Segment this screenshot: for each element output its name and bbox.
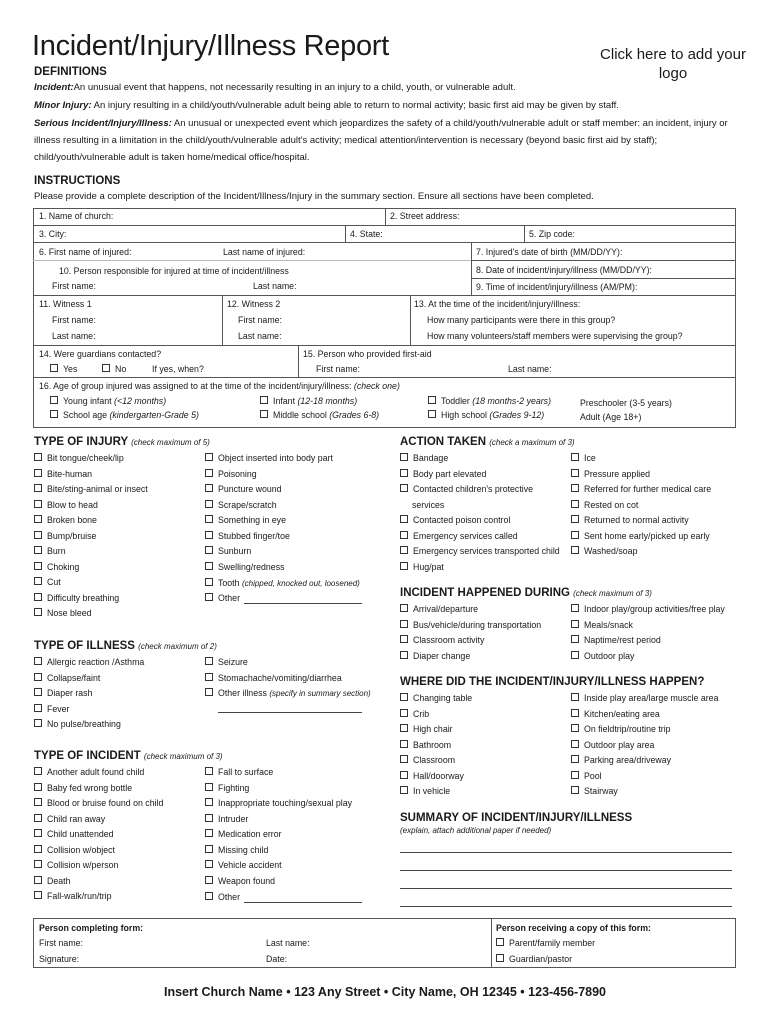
age-school[interactable]: School age (kindergarten-Grade 5) xyxy=(50,410,199,420)
summary-heading: SUMMARY OF INCIDENT/INJURY/ILLNESS xyxy=(400,812,633,824)
responsible-first[interactable]: First name: xyxy=(52,281,96,291)
incident-item[interactable]: Fighting xyxy=(205,783,249,793)
action-item[interactable]: Contacted children's protective xyxy=(400,484,533,494)
checkbox-icon xyxy=(34,657,42,665)
checkbox-icon xyxy=(400,740,408,748)
checkbox-icon xyxy=(400,786,408,794)
checkbox-icon xyxy=(571,484,579,492)
q13b-field[interactable]: How many volunteers/staff members were supervising the group? xyxy=(427,331,683,341)
instructions-heading: INSTRUCTIONS xyxy=(34,175,121,187)
checkbox-icon xyxy=(34,546,42,554)
witness2-label: 12. Witness 2 xyxy=(227,299,281,309)
checkbox-icon xyxy=(34,484,42,492)
incident-item[interactable]: Vehicle accident xyxy=(205,860,282,870)
checkbox-icon xyxy=(400,755,408,763)
during-item[interactable]: Classroom activity xyxy=(400,635,484,645)
definitions-heading: DEFINITIONS xyxy=(34,66,107,78)
injury-item[interactable]: Bite/sting-animal or insect xyxy=(34,484,148,494)
checkbox-icon xyxy=(205,593,213,601)
checkbox-icon xyxy=(34,469,42,477)
during-item[interactable]: Diaper change xyxy=(400,651,470,661)
checkbox-icon xyxy=(205,578,213,586)
checkbox-icon xyxy=(205,657,213,665)
during-heading: INCIDENT HAPPENED DURING (check maximum of 3) xyxy=(400,587,652,599)
completing-last[interactable]: Last name: xyxy=(266,938,310,948)
where-heading: WHERE DID THE INCIDENT/INJURY/ILLNESS HAPPEN? xyxy=(400,676,705,688)
age-middle[interactable]: Middle school (Grades 6-8) xyxy=(260,410,379,420)
where-item[interactable]: Inside play area/large muscle area xyxy=(571,693,718,703)
checkbox-icon xyxy=(34,767,42,775)
checkbox-icon xyxy=(34,829,42,837)
illness-item[interactable]: Collapse/faint xyxy=(34,673,100,683)
checkbox-icon xyxy=(571,786,579,794)
checkbox-icon xyxy=(34,876,42,884)
incident-other[interactable]: Other xyxy=(205,892,240,902)
action-item[interactable]: Rested on cot xyxy=(571,500,638,510)
checkbox-icon xyxy=(34,719,42,727)
illness-heading: TYPE OF ILLNESS (check maximum of 2) xyxy=(34,640,217,652)
checkbox-icon xyxy=(205,546,213,554)
checkbox-icon xyxy=(205,845,213,853)
q16-label: 16. Age of group injured was assigned to at the time of the incident/injury/illness: (check one) xyxy=(39,381,400,391)
action-item[interactable]: Contacted poison control xyxy=(400,515,510,525)
summary-line[interactable] xyxy=(400,888,732,889)
completing-signature[interactable]: Signature: xyxy=(39,954,80,964)
checkbox-icon xyxy=(428,396,436,404)
checkbox-icon xyxy=(400,546,408,554)
checkbox-icon xyxy=(205,783,213,791)
during-item[interactable]: Meals/snack xyxy=(571,620,633,630)
checkbox-icon xyxy=(571,500,579,508)
checkbox-icon xyxy=(400,469,408,477)
summary-line[interactable] xyxy=(400,870,732,871)
summary-line[interactable] xyxy=(400,852,732,853)
checkbox-icon xyxy=(34,608,42,616)
checkbox-icon xyxy=(571,724,579,732)
street-field[interactable]: 2. Street address: xyxy=(390,211,460,221)
action-item[interactable]: Pressure applied xyxy=(571,469,650,479)
receiving-guardian[interactable]: Guardian/pastor xyxy=(496,954,572,964)
checkbox-icon xyxy=(205,876,213,884)
checkbox-icon xyxy=(496,954,504,962)
checkbox-icon xyxy=(571,469,579,477)
checkbox-icon xyxy=(400,771,408,779)
checkbox-icon xyxy=(205,500,213,508)
checkbox-icon xyxy=(571,620,579,628)
checkbox-icon xyxy=(205,892,213,900)
checkbox-icon xyxy=(400,531,408,539)
checkbox-icon xyxy=(102,364,110,372)
where-item[interactable]: Changing table xyxy=(400,693,472,703)
checkbox-icon xyxy=(34,783,42,791)
checkbox-icon xyxy=(34,798,42,806)
checkbox-icon xyxy=(571,771,579,779)
incident-item[interactable]: Blood or bruise found on child xyxy=(34,798,163,808)
checkbox-icon xyxy=(205,484,213,492)
checkbox-icon xyxy=(400,562,408,570)
action-item[interactable]: Hug/pat xyxy=(400,562,444,572)
injury-item[interactable]: Burn xyxy=(34,546,66,556)
checkbox-icon xyxy=(400,651,408,659)
injury-other[interactable]: Other xyxy=(205,593,240,603)
completing-heading: Person completing form: xyxy=(39,923,144,933)
checkbox-icon xyxy=(571,546,579,554)
witness1-label: 11. Witness 1 xyxy=(39,299,92,309)
injury-item[interactable]: Broken bone xyxy=(34,515,97,525)
action-item[interactable]: Bandage xyxy=(400,453,448,463)
injury-item[interactable]: Difficulty breathing xyxy=(34,593,119,603)
where-item[interactable]: Classroom xyxy=(400,755,455,765)
checkbox-icon xyxy=(496,938,504,946)
during-item[interactable]: Arrival/departure xyxy=(400,604,478,614)
where-item[interactable]: Parking area/driveway xyxy=(571,755,671,765)
checkbox-icon xyxy=(34,704,42,712)
incident-item[interactable]: Collision w/object xyxy=(34,845,115,855)
city-field[interactable]: 3. City: xyxy=(39,229,67,239)
illness-item[interactable]: No pulse/breathing xyxy=(34,719,121,729)
guardian-when[interactable]: If yes, when? xyxy=(152,364,204,374)
age-toddler[interactable]: Toddler (18 months-2 years) xyxy=(428,396,551,406)
where-item[interactable]: Kitchen/eating area xyxy=(571,709,660,719)
incident-item[interactable]: Baby fed wrong bottle xyxy=(34,783,132,793)
def-serious: Serious Incident/Injury/Illness: An unusual or unexpected event which jeopardizes the safety of a child/youth/vulnerable adult or staff member: an incident, injury or illness resulting in a limitation in the child/youth/vulnerable adult's activity; medical attention/intervention is necessary (beyond basic first aid by staff); child/youth/vulnerable adult is taken home/medical office/hospital. xyxy=(34,118,728,163)
checkbox-icon xyxy=(34,593,42,601)
checkbox-icon xyxy=(260,396,268,404)
first-injured-field[interactable]: 6. First name of injured: xyxy=(39,247,132,257)
checkbox-icon xyxy=(205,531,213,539)
witness2-first[interactable]: First name: xyxy=(238,315,282,325)
where-item[interactable]: Bathroom xyxy=(400,740,451,750)
q15-label: 15. Person who provided first-aid xyxy=(303,349,432,359)
action-item[interactable]: Referred for further medical care xyxy=(571,484,711,494)
injury-item[interactable]: Blow to head xyxy=(34,500,98,510)
action-item[interactable]: Emergency services called xyxy=(400,531,518,541)
info-form xyxy=(33,208,736,428)
church-field[interactable]: 1. Name of church: xyxy=(39,211,114,221)
incident-item[interactable]: Fall-walk/run/trip xyxy=(34,891,112,901)
incident-item[interactable]: Fall to surface xyxy=(205,767,273,777)
injury-item[interactable]: Puncture wound xyxy=(205,484,282,494)
incident-item[interactable]: Death xyxy=(34,876,70,886)
age-adult[interactable]: Adult (Age 18+) xyxy=(580,412,642,422)
injury-tooth[interactable]: Tooth (chipped, knocked out, loosened) xyxy=(205,578,360,588)
injury-item[interactable]: Sunburn xyxy=(205,546,251,556)
injury-item[interactable]: Object inserted into body part xyxy=(205,453,333,463)
during-item[interactable]: Bus/vehicle/during transportation xyxy=(400,620,541,630)
witness2-last[interactable]: Last name: xyxy=(238,331,282,341)
incident-item[interactable]: Intruder xyxy=(205,814,248,824)
incident-item[interactable]: Child unattended xyxy=(34,829,114,839)
action-heading: ACTION TAKEN (check a maximum of 3) xyxy=(400,436,575,448)
firstaid-first[interactable]: First name: xyxy=(316,364,360,374)
where-item[interactable]: On fieldtrip/routine trip xyxy=(571,724,671,734)
checkbox-icon xyxy=(34,860,42,868)
checkbox-icon xyxy=(34,515,42,523)
injury-item[interactable]: Bump/bruise xyxy=(34,531,96,541)
responsible-label: 10. Person responsible for injured at time of incident/illness xyxy=(59,266,289,276)
injury-item[interactable]: Choking xyxy=(34,562,79,572)
incident-item[interactable]: Collision w/person xyxy=(34,860,118,870)
checkbox-icon xyxy=(400,635,408,643)
during-item[interactable]: Indoor play/group activities/free play xyxy=(571,604,725,614)
completing-first[interactable]: First name: xyxy=(39,938,83,948)
firstaid-last[interactable]: Last name: xyxy=(508,364,552,374)
during-item[interactable]: Outdoor play xyxy=(571,651,634,661)
checkbox-icon xyxy=(400,620,408,628)
injury-item[interactable]: Bit tongue/cheek/lip xyxy=(34,453,124,463)
action-item[interactable]: Ice xyxy=(571,453,596,463)
receiving-parent[interactable]: Parent/family member xyxy=(496,938,595,948)
where-item[interactable]: Stairway xyxy=(571,786,618,796)
witness1-first[interactable]: First name: xyxy=(52,315,96,325)
where-item[interactable]: Hall/doorway xyxy=(400,771,464,781)
checkbox-icon xyxy=(400,484,408,492)
checkbox-icon xyxy=(50,396,58,404)
time-incident-field[interactable]: 9. Time of incident/injury/illness (AM/PM): xyxy=(476,282,638,292)
checkbox-icon xyxy=(205,673,213,681)
checkbox-icon xyxy=(205,515,213,523)
where-item[interactable]: Outdoor play area xyxy=(571,740,654,750)
checkbox-icon xyxy=(571,635,579,643)
last-injured-field[interactable]: Last name of injured: xyxy=(223,247,306,257)
witness1-last[interactable]: Last name: xyxy=(52,331,96,341)
action-services-cont: services xyxy=(412,500,445,510)
injury-item[interactable]: Cut xyxy=(34,577,61,587)
checkbox-icon xyxy=(205,814,213,822)
guardian-yes[interactable]: Yes xyxy=(50,364,77,374)
action-item[interactable]: Sent home early/picked up early xyxy=(571,531,710,541)
checkbox-icon xyxy=(571,709,579,717)
where-item[interactable]: High chair xyxy=(400,724,453,734)
checkbox-icon xyxy=(571,515,579,523)
instructions-text: Please provide a complete description of the Incident/Illness/Injury in the summary section. Ensure all sections have been completed. xyxy=(34,191,594,202)
def-minor: Minor Injury: An injury resulting in a child/youth/vulnerable adult being able to return to normal activity; basic first aid may be given by staff. xyxy=(34,100,619,111)
incident-type-heading: TYPE OF INCIDENT (check maximum of 3) xyxy=(34,750,223,762)
injury-item[interactable]: Nose bleed xyxy=(34,608,92,618)
age-preschooler[interactable]: Preschooler (3-5 years) xyxy=(580,398,672,408)
during-item[interactable]: Naptime/rest period xyxy=(571,635,661,645)
incident-other-line[interactable] xyxy=(244,902,362,903)
checkbox-icon xyxy=(571,531,579,539)
action-item[interactable]: Emergency services transported child xyxy=(400,546,560,556)
checkbox-icon xyxy=(205,829,213,837)
checkbox-icon xyxy=(571,651,579,659)
injury-item[interactable]: Bite-human xyxy=(34,469,92,479)
checkbox-icon xyxy=(400,724,408,732)
where-item[interactable]: Crib xyxy=(400,709,429,719)
action-item[interactable]: Washed/soap xyxy=(571,546,637,556)
where-item[interactable]: Pool xyxy=(571,771,602,781)
incident-item[interactable]: Inappropriate touching/sexual play xyxy=(205,798,352,808)
incident-item[interactable]: Weapon found xyxy=(205,876,275,886)
page-title: Incident/Injury/Illness Report xyxy=(32,30,389,62)
age-young-infant[interactable]: Young infant (<12 months) xyxy=(50,396,166,406)
checkbox-icon xyxy=(400,515,408,523)
dob-field[interactable]: 7. Injured's date of birth (MM/DD/YY): xyxy=(476,247,623,257)
checkbox-icon xyxy=(205,798,213,806)
where-item[interactable]: In vehicle xyxy=(400,786,450,796)
checkbox-icon xyxy=(34,577,42,585)
summary-line[interactable] xyxy=(400,906,732,907)
zip-field[interactable]: 5. Zip code: xyxy=(529,229,575,239)
action-item[interactable]: Body part elevated xyxy=(400,469,486,479)
checkbox-icon xyxy=(34,531,42,539)
age-high[interactable]: High school (Grades 9-12) xyxy=(428,410,544,420)
checkbox-icon xyxy=(50,364,58,372)
illness-item[interactable]: Stomachache/vomiting/diarrhea xyxy=(205,673,342,683)
checkbox-icon xyxy=(571,755,579,763)
checkbox-icon xyxy=(571,693,579,701)
guardian-no[interactable]: No xyxy=(102,364,126,374)
date-incident-field[interactable]: 8. Date of incident/injury/illness (MM/DD/YY): xyxy=(476,265,652,275)
checkbox-icon xyxy=(34,673,42,681)
injury-item[interactable]: Swelling/redness xyxy=(205,562,285,572)
incident-item[interactable]: Another adult found child xyxy=(34,767,144,777)
age-infant[interactable]: Infant (12-18 months) xyxy=(260,396,357,406)
checkbox-icon xyxy=(34,814,42,822)
checkbox-icon xyxy=(205,860,213,868)
injury-item[interactable]: Something in eye xyxy=(205,515,286,525)
checkbox-icon xyxy=(571,453,579,461)
checkbox-icon xyxy=(205,767,213,775)
footer-address: Insert Church Name • 123 Any Street • City Name, OH 12345 • 123-456-7890 xyxy=(163,985,607,999)
action-item[interactable]: Returned to normal activity xyxy=(571,515,689,525)
checkbox-icon xyxy=(205,688,213,696)
illness-item[interactable]: Diaper rash xyxy=(34,688,92,698)
checkbox-icon xyxy=(400,709,408,717)
injury-item[interactable]: Poisoning xyxy=(205,469,257,479)
injury-heading: TYPE OF INJURY (check maximum of 5) xyxy=(34,436,210,448)
checkbox-icon xyxy=(400,604,408,612)
incident-item[interactable]: Medication error xyxy=(205,829,282,839)
illness-item[interactable]: Fever xyxy=(34,704,70,714)
completing-date[interactable]: Date: xyxy=(266,954,288,964)
illness-other-line[interactable] xyxy=(218,712,362,713)
illness-item[interactable]: Allergic reaction /Asthma xyxy=(34,657,144,667)
checkbox-icon xyxy=(34,688,42,696)
summary-note: (explain, attach additional paper if needed) xyxy=(400,826,552,835)
responsible-last[interactable]: Last name: xyxy=(253,281,297,291)
checkbox-icon xyxy=(34,453,42,461)
q13-label: 13. At the time of the incident/injury/illness: xyxy=(414,299,581,309)
checkbox-icon xyxy=(50,410,58,418)
illness-item[interactable]: Seizure xyxy=(205,657,248,667)
checkbox-icon xyxy=(205,453,213,461)
checkbox-icon xyxy=(34,891,42,899)
incident-item[interactable]: Child ran away xyxy=(34,814,105,824)
checkbox-icon xyxy=(34,500,42,508)
incident-item[interactable]: Missing child xyxy=(205,845,268,855)
receiving-heading: Person receiving a copy of this form: xyxy=(496,923,651,933)
injury-item[interactable]: Stubbed finger/toe xyxy=(205,531,290,541)
checkbox-icon xyxy=(260,410,268,418)
illness-other[interactable]: Other illness (specify in summary section) xyxy=(205,688,371,698)
q13a-field[interactable]: How many participants were there in this group? xyxy=(427,315,616,325)
checkbox-icon xyxy=(400,453,408,461)
checkbox-icon xyxy=(34,562,42,570)
logo-placeholder[interactable]: Click here to add your logo xyxy=(600,46,746,82)
checkbox-icon xyxy=(571,740,579,748)
q14-label: 14. Were guardians contacted? xyxy=(39,349,162,359)
state-field[interactable]: 4. State: xyxy=(350,229,383,239)
def-incident: Incident:An unusual event that happens, not necessarily resulting in an injury to a child, youth, or vulnerable adult. xyxy=(34,82,516,93)
injury-item[interactable]: Scrape/scratch xyxy=(205,500,277,510)
checkbox-icon xyxy=(205,469,213,477)
injury-other-line[interactable] xyxy=(244,603,362,604)
checkbox-icon xyxy=(400,693,408,701)
checkbox-icon xyxy=(571,604,579,612)
checkbox-icon xyxy=(428,410,436,418)
checkbox-icon xyxy=(205,562,213,570)
checkbox-icon xyxy=(34,845,42,853)
